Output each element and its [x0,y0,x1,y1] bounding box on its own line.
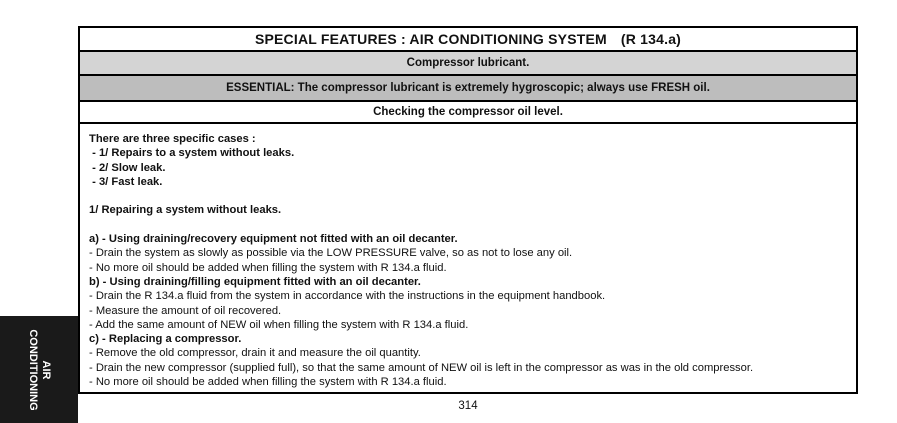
intro-line: There are three specific cases : [89,133,256,145]
subsection-b-title: b) - Using draining/filling equipment fitted with an oil decanter. [89,275,421,288]
checking-oil-level-heading: Checking the compressor oil level. [80,102,856,124]
title-text: SPECIAL FEATURES : AIR CONDITIONING SYSTEM [254,31,607,47]
compressor-lubricant-heading: Compressor lubricant. [80,52,856,76]
subsection-a-line: - Drain the system as slowly as possible via the LOW PRESSURE valve, so as not to lose any oil. [89,247,573,260]
page-number: 314 [458,400,478,412]
subsection-c-line: - Remove the old compressor, drain it and measure the oil quantity. [89,347,421,360]
side-tab-line-1: AIR [40,360,52,380]
subsection-c-title: c) - Replacing a compressor. [89,333,242,346]
subsection-a-title: a) - Using draining/recovery equipment not fitted with an oil decanter. [89,233,458,246]
content-frame [78,26,858,394]
spacer [89,189,856,203]
side-tab-label [26,329,52,410]
side-tab-line-2: CONDITIONING [27,329,39,411]
subsection-b-line: - Drain the R 134.a fluid from the system in accordance with the instructions in the equipment handbook. [89,290,606,303]
case-1: - 1/ Repairs to a system without leaks. [89,147,295,160]
subsection-a-line: - No more oil should be added when filling the system with R 134.a fluid. [89,261,447,274]
case-2: - 2/ Slow leak. [89,161,166,174]
subsection-c-line: - No more oil should be added when filling the system with R 134.a fluid. [89,376,447,389]
section-side-tab [0,316,78,423]
case-3: - 3/ Fast leak. [89,175,163,188]
spacer [89,218,856,232]
refrigerant-ref: (R 134.a) [620,31,682,47]
subsection-c-line: - Drain the new compressor (supplied full), so that the same amount of NEW oil is left in the compressor as was in the old compressor. [89,361,754,374]
instructions-body [80,124,856,389]
section-1-title: 1/ Repairing a system without leaks. [89,204,282,217]
page-title [80,28,856,52]
subsection-b-line: - Measure the amount of oil recovered. [89,304,282,317]
subsection-b-line: - Add the same amount of NEW oil when filling the system with R 134.a fluid. [89,318,469,331]
essential-note: ESSENTIAL: The compressor lubricant is extremely hygroscopic; always use FRESH oil. [80,76,856,102]
